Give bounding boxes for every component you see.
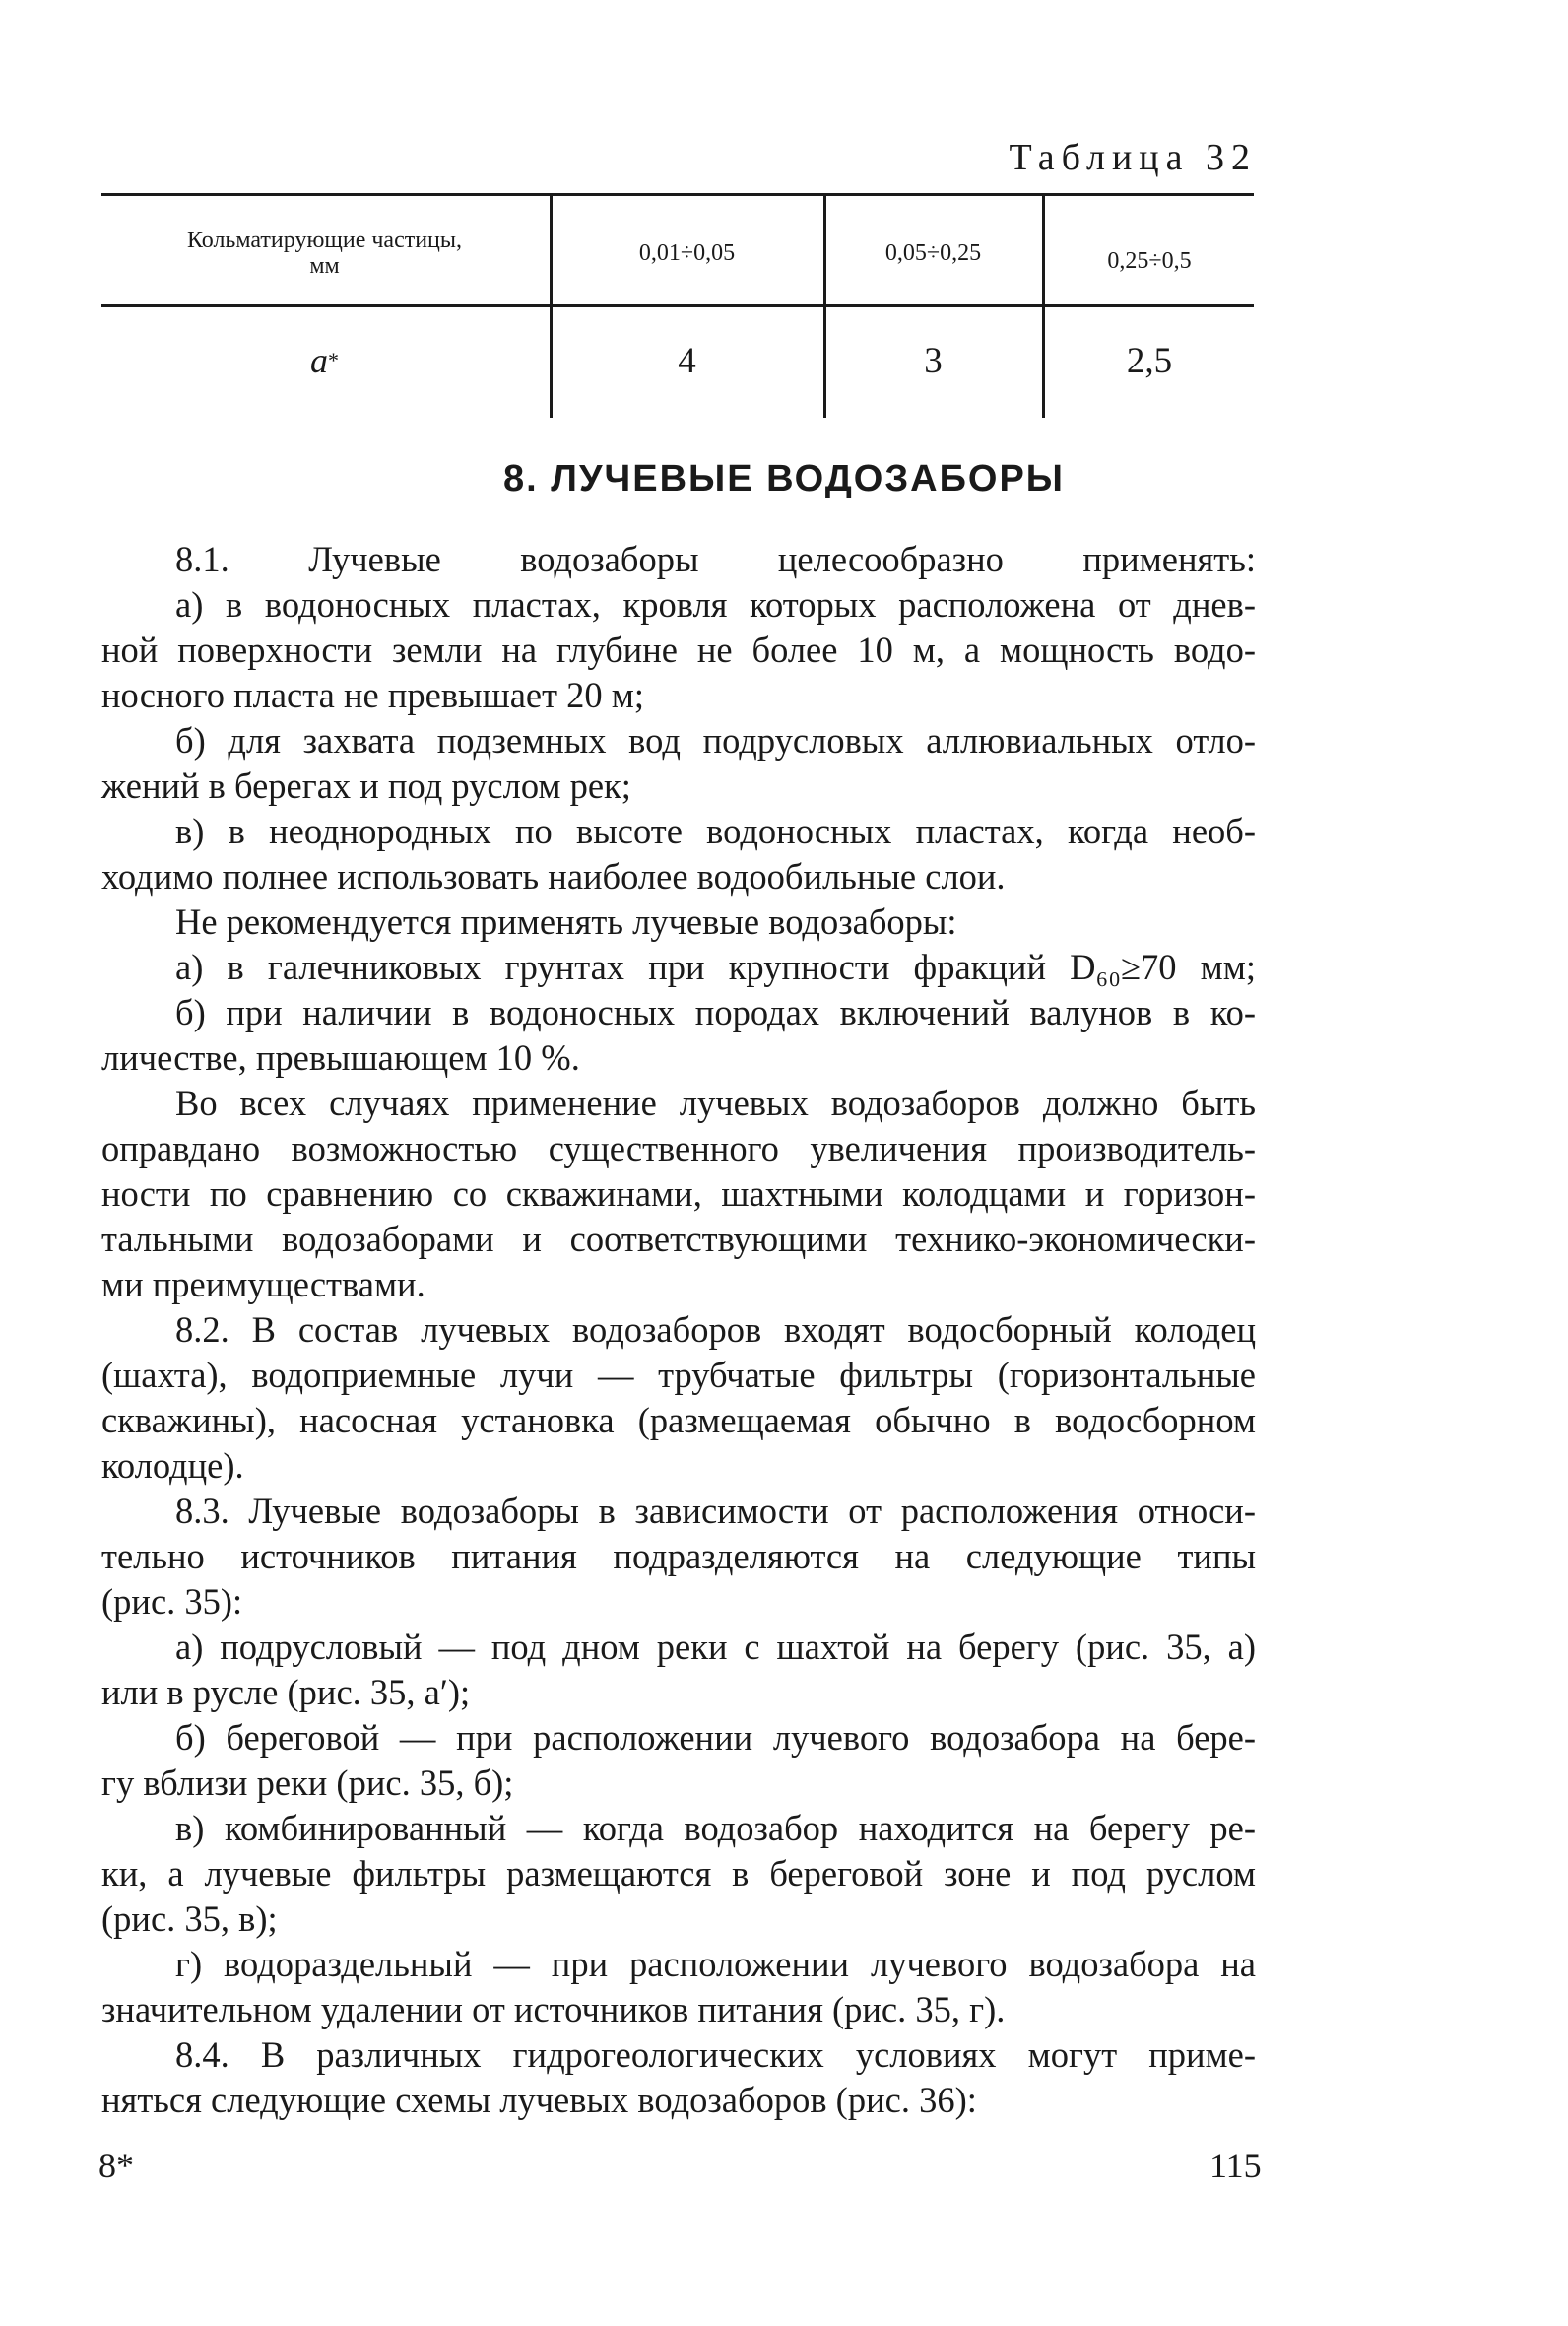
text-line: колодце).	[101, 1445, 244, 1486]
text-line: в) в неоднородных по высоте водоносных пластах, когда необ-	[175, 811, 1256, 851]
text-line: тальными водозаборами и соответствующими технико-экономически-	[101, 1219, 1256, 1259]
text-line: скважины), насосная установка (размещаемая обычно в водосборном	[101, 1400, 1256, 1440]
table-header-label-line1: Кольматирующие частицы,	[186, 228, 463, 253]
text-line: (шахта), водоприемные лучи — трубчатые фильтры (горизонтальные	[101, 1355, 1256, 1395]
section-heading: 8. ЛУЧЕВЫЕ ВОДОЗАБОРЫ	[503, 458, 1065, 499]
table-cell-value-3: 2,5	[1126, 340, 1173, 381]
page-number: 115	[1209, 2146, 1262, 2185]
text-line: г) водораздельный — при расположении лучевого водозабора на	[175, 1944, 1256, 1984]
text-line: б) при наличии в водоносных породах включений валунов в ко-	[175, 992, 1256, 1032]
table-header-col-3: 0,25÷0,5	[1107, 248, 1192, 274]
text-line: 8.1. Лучевые водозаборы целесообразно применять:	[175, 539, 1256, 579]
text-line: (рис. 35, в);	[101, 1898, 278, 1939]
text-line: жений в берегах и под руслом рек;	[101, 765, 631, 806]
text-line: оправдано возможностью существенного увеличения производитель-	[101, 1128, 1256, 1168]
text-line: ки, а лучевые фильтры размещаются в береговой зоне и под руслом	[101, 1853, 1256, 1894]
text-line: няться следующие схемы лучевых водозаборов (рис. 36):	[101, 2080, 977, 2120]
text-line: гу вблизи реки (рис. 35, б);	[101, 1762, 514, 1803]
text-line: личестве, превышающем 10 %.	[101, 1037, 580, 1078]
table-top-rule	[101, 193, 1254, 196]
text-line: б) для захвата подземных вод подрусловых аллювиальных отло-	[175, 720, 1256, 761]
table-header-label-line2: мм	[309, 253, 340, 279]
text-line: значительном удалении от источников питания (рис. 35, г).	[101, 1989, 1006, 2029]
text-line: ходимо полнее использовать наиболее водообильные слои.	[101, 856, 1006, 897]
table-header-label	[101, 207, 548, 299]
text-line: в) комбинированный — когда водозабор находится на берегу ре-	[175, 1808, 1256, 1848]
text-line: 8.4. В различных гидрогеологических условиях могут приме-	[175, 2034, 1256, 2075]
text-line: (рис. 35):	[101, 1581, 243, 1622]
table-row-label-sub: *	[328, 348, 339, 372]
table-header-col-1: 0,01÷0,05	[638, 240, 736, 266]
table-cell-value-1: 4	[678, 340, 696, 381]
table-caption: Таблица 32	[1009, 137, 1257, 178]
text-line: Не рекомендуется применять лучевые водозаборы:	[175, 901, 957, 942]
text-line: ми преимуществами.	[101, 1264, 425, 1304]
table-header-col-2: 0,05÷0,25	[884, 240, 982, 266]
text-line: носного пласта не превышает 20 м;	[101, 675, 645, 715]
table-row-label	[101, 311, 548, 410]
text-line: 8.2. В состав лучевых водозаборов входят водосборный колодец	[175, 1309, 1256, 1350]
table-cell-value-2: 3	[924, 340, 943, 381]
signature-mark: 8*	[98, 2146, 134, 2185]
text-line: 8.3. Лучевые водозаборы в зависимости от расположения относи-	[175, 1491, 1256, 1531]
text-line: Во всех случаях применение лучевых водозаборов должно быть	[175, 1083, 1256, 1123]
text-line: б) береговой — при расположении лучевого водозабора на бере-	[175, 1717, 1256, 1758]
text-line: а) в водоносных пластах, кровля которых расположена от днев-	[175, 584, 1256, 625]
table-row-label-base: a	[310, 341, 328, 380]
text-line: а) подрусловый — под дном реки с шахтой на берегу (рис. 35, а)	[175, 1627, 1256, 1667]
text-line: ной поверхности земли на глубине не более 10 м, а мощность водо-	[101, 630, 1256, 670]
text-line: а) в галечниковых грунтах при крупности фракций D₆₀≥70 мм;	[175, 947, 1256, 987]
data-table	[101, 193, 1254, 418]
text-line: или в русле (рис. 35, а′);	[101, 1672, 471, 1712]
text-line: ности по сравнению со скважинами, шахтными колодцами и горизон-	[101, 1173, 1256, 1214]
text-line: тельно источников питания подразделяются на следующие типы	[101, 1536, 1256, 1576]
